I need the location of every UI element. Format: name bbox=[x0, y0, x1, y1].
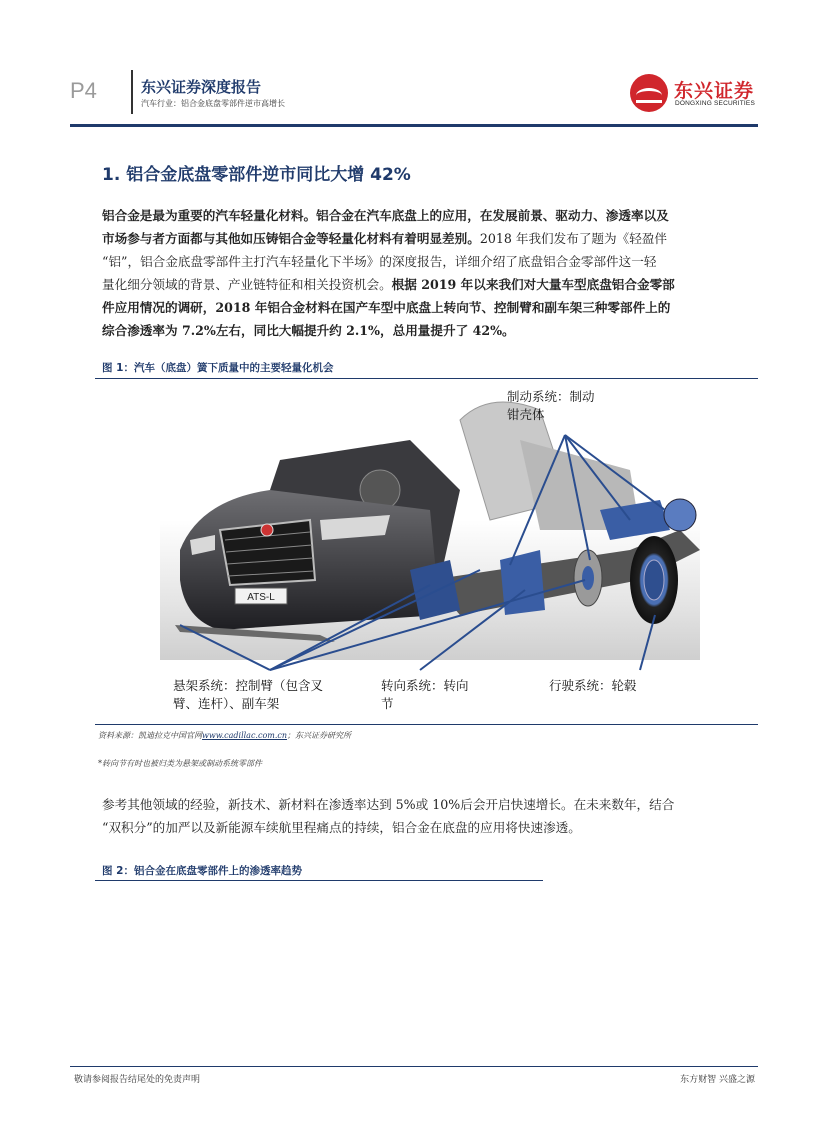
knuckle-shape bbox=[500, 550, 545, 615]
figure1-top-rule bbox=[95, 378, 758, 379]
para1-line4-bold: 根据 2019 年以来我们对大量车型底盘铝合金零部 bbox=[391, 277, 675, 292]
para1-line4: 量化细分领域的背景、产业链特征和相关投资机会。 bbox=[102, 277, 392, 292]
header-rule bbox=[70, 124, 758, 127]
page-number: P4 bbox=[70, 78, 97, 103]
footer-disclaimer: 敬请参阅报告结尾处的免责声明 bbox=[74, 1075, 201, 1085]
logo-text-en: DONGXING SECURITIES bbox=[675, 100, 756, 107]
figure1-label: 图 1：汽车（底盘）簧下质量中的主要轻量化机会 bbox=[102, 362, 334, 374]
figure2-label: 图 2：铝合金在底盘零部件上的渗透率趋势 bbox=[102, 865, 302, 877]
brand-emblem-icon bbox=[261, 524, 273, 536]
header-divider bbox=[131, 70, 133, 114]
figure1-note: *转向节有时也被归类为悬架或制动系统零部件 bbox=[98, 759, 262, 768]
callout-wheel: 行驶系统：轮毂 bbox=[549, 678, 637, 693]
callout-brake-line1: 制动系统：制动 bbox=[507, 389, 595, 404]
footer-slogan: 东方财智 兴盛之源 bbox=[680, 1075, 755, 1085]
logo-mark-icon bbox=[630, 74, 668, 112]
outlook-paragraph bbox=[102, 793, 757, 839]
callout-brake-line2: 钳壳体 bbox=[507, 407, 545, 422]
report-subtitle: 汽车行业：铝合金底盘零部件逆市高增长 bbox=[141, 99, 285, 108]
para1-line1: 铝合金是最为重要的汽车轻量化材料。铝合金在汽车底盘上的应用，在发展前景、驱动力、渗透率以及 bbox=[102, 208, 669, 223]
para1-line2: 2018 年我们发布了题为《轻盈伴 bbox=[479, 231, 667, 246]
company-logo bbox=[630, 74, 760, 114]
para1-line5: 件应用情况的调研，2018 年铝合金材料在国产车型中底盘上转向节、控制臂和副车架三种零部件上的 bbox=[102, 300, 671, 315]
callout-suspension-line1: 悬架系统：控制臂（包含叉 bbox=[173, 678, 324, 693]
para1-line6: 综合渗透率为 7.2%左右，同比大幅提升约 2.1%，总用量提升了 42%。 bbox=[102, 323, 515, 338]
intro-paragraph bbox=[102, 204, 757, 342]
figure1-bottom-rule bbox=[95, 724, 758, 725]
callout-suspension bbox=[173, 677, 363, 713]
para1-line3: “铝”，铝合金底盘零部件主打汽车轻量化下半场》的深度报告，详细介绍了底盘铝合金零部件这一轻 bbox=[102, 254, 657, 269]
para1-line2-bold: 市场参与者方面都与其他如压铸铝合金等轻量化材料有着明显差别。 bbox=[102, 231, 480, 246]
figure1-source bbox=[98, 730, 351, 741]
callout-steering bbox=[381, 677, 496, 713]
chassis-illustration bbox=[160, 380, 760, 720]
callout-steering-line2: 节 bbox=[381, 696, 394, 711]
report-title: 东兴证券深度报告 bbox=[141, 78, 262, 96]
callout-brake bbox=[507, 388, 595, 424]
figure2-rule bbox=[95, 880, 543, 881]
footer-rule bbox=[70, 1066, 758, 1067]
section-title: 1. 铝合金底盘零部件逆市同比大增 42% bbox=[102, 165, 411, 185]
callout-steering-line1: 转向系统：转向 bbox=[381, 678, 469, 693]
source-prefix: 资料来源：凯迪拉克中国官网 bbox=[98, 731, 202, 740]
brake-caliper-shape bbox=[582, 566, 594, 590]
source-link[interactable]: www.cadillac.com.cn bbox=[202, 731, 288, 740]
callout-suspension-line2: 臂、连杆）、副车架 bbox=[173, 696, 280, 711]
rear-hub-shape bbox=[664, 499, 696, 531]
logo-text-cn: 东兴证券 bbox=[674, 80, 755, 102]
source-suffix: ；东兴证券研究所 bbox=[287, 731, 352, 740]
wheel-hub-shape bbox=[644, 560, 664, 600]
para2-line1: 参考其他领域的经验，新技术、新材料在渗透率达到 5%或 10%后会开启快速增长。在未来数年，结合 bbox=[102, 797, 675, 812]
para2-line2: “双积分”的加严以及新能源车续航里程痛点的持续，铝合金在底盘的应用将快速渗透。 bbox=[102, 820, 581, 835]
license-plate-text: ATS-L bbox=[247, 592, 275, 603]
